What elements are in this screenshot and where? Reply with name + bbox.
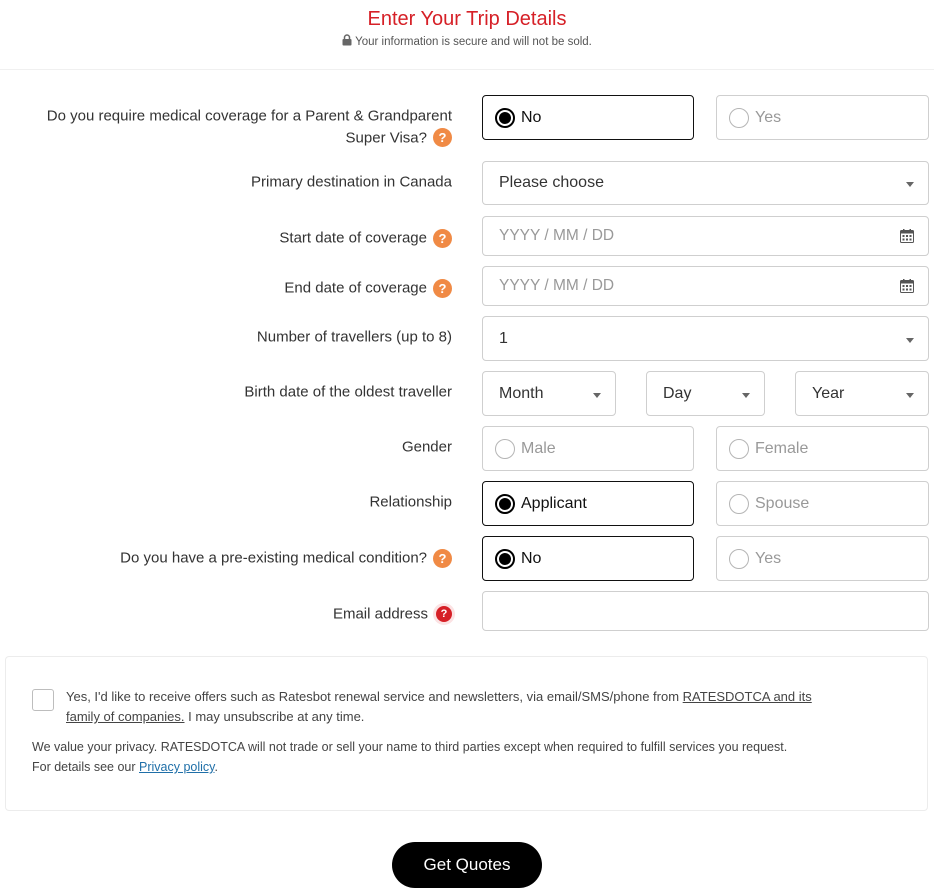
calendar-icon[interactable] [900,229,914,243]
page-title: Enter Your Trip Details [367,8,567,30]
radio-selected-icon[interactable] [495,108,515,128]
companies-link-part2[interactable]: family of companies. [66,709,185,724]
help-icon[interactable]: ? [433,549,452,568]
option-label: Female [755,439,809,457]
caret-down-icon [906,338,914,343]
relationship-label [369,491,452,513]
page-header [0,0,934,70]
radio-selected-icon[interactable] [495,549,515,569]
option-label: No [521,108,542,126]
relationship-label-text: Relationship [369,493,452,511]
calendar-icon[interactable] [900,279,914,293]
pre-existing-label [120,547,452,569]
option-label: Yes [755,108,782,126]
pre-existing-no-option[interactable] [482,536,694,581]
caret-down-icon [742,393,750,398]
help-icon[interactable]: ? [433,279,452,298]
birth-month-select[interactable] [482,371,616,416]
radio-empty-icon[interactable] [729,439,749,459]
consent-panel [5,656,928,811]
companies-link-part1[interactable]: RATESDOTCA and its [682,689,812,704]
get-quotes-button[interactable]: Get Quotes [392,842,542,888]
security-note-text: Your information is secure and will not be sold. [355,36,592,48]
start-date-label [279,227,452,249]
birth-date-label-text: Birth date of the oldest traveller [244,383,452,401]
birth-day-select[interactable] [646,371,765,416]
privacy-policy-link[interactable]: Privacy policy [139,760,215,774]
pre-existing-label-text: Do you have a pre-existing medical condition? [120,549,427,567]
help-icon[interactable]: ? [433,229,452,248]
pre-existing-yes-option[interactable] [716,536,929,581]
privacy-line2-prefix: For details see our [32,760,139,774]
super-visa-label-line1: Do you require medical coverage for a Parent & Grandparent [46,107,452,125]
caret-down-icon [906,182,914,187]
start-date-input[interactable] [482,216,929,256]
radio-selected-icon[interactable] [495,494,515,514]
travellers-value: 1 [499,329,508,347]
option-label: Applicant [521,494,587,512]
gender-male-option[interactable] [482,426,694,471]
email-field[interactable] [482,591,929,631]
radio-empty-icon[interactable] [729,549,749,569]
birth-year-value: Year [812,384,845,402]
option-label: Yes [755,549,782,567]
option-label: Male [521,439,556,457]
end-date-input[interactable] [482,266,929,306]
destination-label [251,171,452,193]
end-date-placeholder: YYYY / MM / DD [499,277,615,294]
relationship-applicant-option[interactable] [482,481,694,526]
lock-icon [342,34,352,46]
consent-text [66,687,896,727]
start-date-label-text: Start date of coverage [279,229,427,247]
end-date-label [284,277,452,299]
consent-checkbox[interactable] [32,689,54,711]
caret-down-icon [906,393,914,398]
super-visa-label-line2: Super Visa? [345,129,427,147]
travellers-label-text: Number of travellers (up to 8) [256,328,452,346]
help-icon[interactable]: ? [436,606,452,622]
consent-text-after: I may unsubscribe at any time. [184,709,365,724]
radio-empty-icon[interactable] [729,494,749,514]
gender-label-text: Gender [401,438,452,456]
birth-year-select[interactable] [795,371,929,416]
privacy-note [32,737,892,777]
option-label: No [521,549,542,567]
email-label-text: Email address [332,605,428,623]
caret-down-icon [593,393,601,398]
privacy-line1: We value your privacy. RATESDOTCA will not trade or sell your name to third parties except when required to fulfill services you request. [32,740,788,754]
relationship-spouse-option[interactable] [716,481,929,526]
birth-date-label [244,381,452,403]
radio-empty-icon[interactable] [729,108,749,128]
consent-text-before: Yes, I'd like to receive offers such as Ratesbot renewal service and newsletters, via email/SMS/phone from [66,689,683,704]
privacy-line2-suffix: . [214,760,218,774]
option-label: Spouse [755,494,810,512]
help-icon[interactable]: ? [433,128,452,147]
destination-value: Please choose [499,174,604,191]
gender-label [402,436,452,458]
security-note [0,34,934,48]
super-visa-no-option[interactable] [482,95,694,140]
travellers-select[interactable] [482,316,929,361]
email-label [333,603,452,625]
gender-female-option[interactable] [716,426,929,471]
start-date-placeholder: YYYY / MM / DD [499,227,615,244]
travellers-label [257,326,452,348]
super-visa-yes-option[interactable] [716,95,929,140]
radio-empty-icon[interactable] [495,439,515,459]
end-date-label-text: End date of coverage [284,279,427,297]
birth-day-value: Day [663,384,692,402]
destination-select[interactable] [482,161,929,205]
birth-month-value: Month [499,384,544,402]
super-visa-label [47,105,452,148]
destination-label-text: Primary destination in Canada [251,173,452,191]
